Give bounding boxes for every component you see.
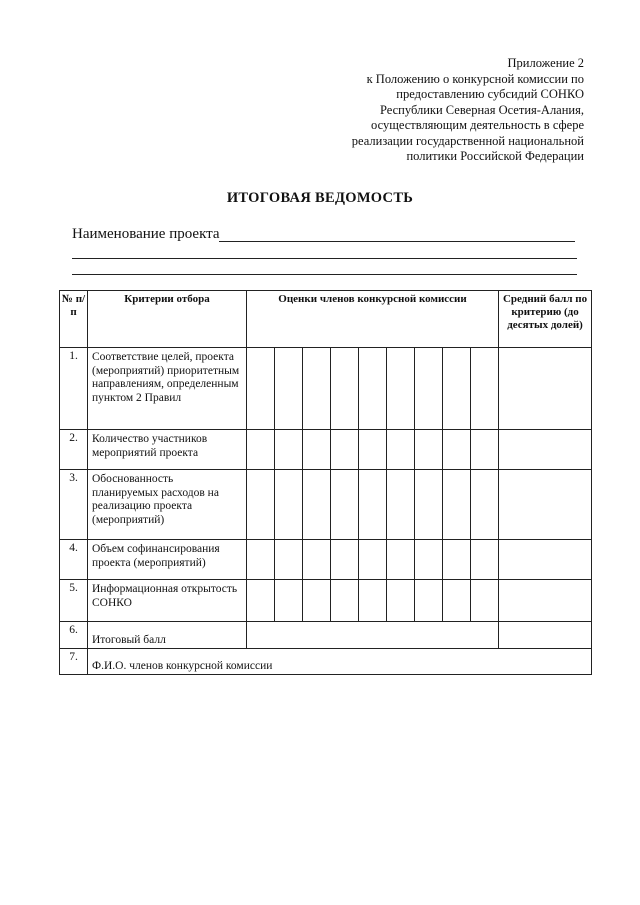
score-cell[interactable] <box>359 580 387 622</box>
table-row <box>60 348 592 430</box>
appendix-line: Приложение 2 <box>507 56 584 70</box>
project-name-line-3[interactable] <box>72 274 577 275</box>
score-cell[interactable] <box>415 540 443 580</box>
appendix-line: политики Российской Федерации <box>406 149 584 163</box>
score-cell[interactable] <box>471 430 499 470</box>
score-cell[interactable] <box>331 430 359 470</box>
table-row <box>60 580 592 622</box>
score-cell[interactable] <box>275 470 303 540</box>
score-cell[interactable] <box>303 430 331 470</box>
table-row <box>60 430 592 470</box>
avg-cell[interactable] <box>499 540 592 580</box>
score-cell[interactable] <box>359 470 387 540</box>
score-cell[interactable] <box>387 430 415 470</box>
total-label: Итоговый балл <box>88 622 247 649</box>
score-cell[interactable] <box>415 470 443 540</box>
score-cell[interactable] <box>443 430 471 470</box>
table-row <box>60 540 592 580</box>
header-num: № п/п <box>60 291 88 348</box>
score-cell[interactable] <box>443 580 471 622</box>
row-criterion: Соответствие целей, проекта (мероприятий) приоритетным направлениям, определенным пунктом 2 Правил <box>88 348 247 430</box>
header-scores: Оценки членов конкурсной комиссии <box>247 291 499 348</box>
row-num: 3. <box>60 470 88 540</box>
project-name-line[interactable] <box>219 241 575 242</box>
score-cell[interactable] <box>387 580 415 622</box>
score-cell[interactable] <box>275 580 303 622</box>
score-cell[interactable] <box>303 540 331 580</box>
score-cell[interactable] <box>359 348 387 430</box>
score-cell[interactable] <box>443 348 471 430</box>
row-num: 6. <box>60 622 88 649</box>
score-cell[interactable] <box>331 580 359 622</box>
score-cell[interactable] <box>415 348 443 430</box>
table-row <box>60 470 592 540</box>
score-cell[interactable] <box>359 540 387 580</box>
total-score-cell[interactable] <box>247 622 499 649</box>
score-cell[interactable] <box>247 430 275 470</box>
score-cell[interactable] <box>303 348 331 430</box>
row-criterion: Обоснованность планируемых расходов на реализацию проекта (мероприятий) <box>88 470 247 540</box>
appendix-line: осуществляющим деятельность в сфере <box>371 118 584 132</box>
avg-cell[interactable] <box>499 430 592 470</box>
appendix-line: к Положению о конкурсной комиссии по <box>366 71 584 86</box>
score-cell[interactable] <box>247 540 275 580</box>
score-cell[interactable] <box>471 348 499 430</box>
members-row <box>60 649 592 675</box>
avg-cell[interactable] <box>499 580 592 622</box>
score-cell[interactable] <box>443 540 471 580</box>
score-cell[interactable] <box>331 540 359 580</box>
score-cell[interactable] <box>359 430 387 470</box>
score-cell[interactable] <box>387 348 415 430</box>
header-avg: Средний балл по критерию (до десятых долей) <box>499 291 592 348</box>
score-cell[interactable] <box>331 348 359 430</box>
project-name-label: Наименование проекта <box>72 226 220 242</box>
row-criterion: Информационная открытость СОНКО <box>88 580 247 622</box>
score-cell[interactable] <box>247 580 275 622</box>
row-num: 4. <box>60 540 88 580</box>
score-cell[interactable] <box>387 470 415 540</box>
row-num: 1. <box>60 348 88 430</box>
score-cell[interactable] <box>443 470 471 540</box>
score-cell[interactable] <box>247 348 275 430</box>
avg-cell[interactable] <box>499 470 592 540</box>
score-cell[interactable] <box>247 470 275 540</box>
avg-cell[interactable] <box>499 348 592 430</box>
score-cell[interactable] <box>303 470 331 540</box>
row-num: 2. <box>60 430 88 470</box>
appendix-line: Республики Северная Осетия-Алания, <box>379 102 584 117</box>
score-cell[interactable] <box>471 470 499 540</box>
members-label: Ф.И.О. членов конкурсной комиссии <box>88 649 592 675</box>
score-cell[interactable] <box>471 580 499 622</box>
header-criteria: Критерии отбора <box>88 291 247 348</box>
row-num: 5. <box>60 580 88 622</box>
score-cell[interactable] <box>331 470 359 540</box>
assessment-table <box>59 290 592 675</box>
appendix-header <box>264 56 584 165</box>
row-criterion: Объем софинансирования проекта (мероприятий) <box>88 540 247 580</box>
table-header-row <box>60 291 592 348</box>
appendix-line: реализации государственной национальной <box>351 133 584 148</box>
appendix-line: предоставлению субсидий СОНКО <box>396 87 584 101</box>
score-cell[interactable] <box>471 540 499 580</box>
document-title: ИТОГОВАЯ ВЕДОМОСТЬ <box>226 190 414 206</box>
score-cell[interactable] <box>303 580 331 622</box>
project-name-line-2[interactable] <box>72 258 577 259</box>
score-cell[interactable] <box>415 430 443 470</box>
total-row <box>60 622 592 649</box>
score-cell[interactable] <box>275 540 303 580</box>
score-cell[interactable] <box>275 348 303 430</box>
row-num: 7. <box>60 649 88 675</box>
score-cell[interactable] <box>275 430 303 470</box>
total-avg-cell[interactable] <box>499 622 592 649</box>
row-criterion: Количество участников мероприятий проекта <box>88 430 247 470</box>
score-cell[interactable] <box>415 580 443 622</box>
score-cell[interactable] <box>387 540 415 580</box>
